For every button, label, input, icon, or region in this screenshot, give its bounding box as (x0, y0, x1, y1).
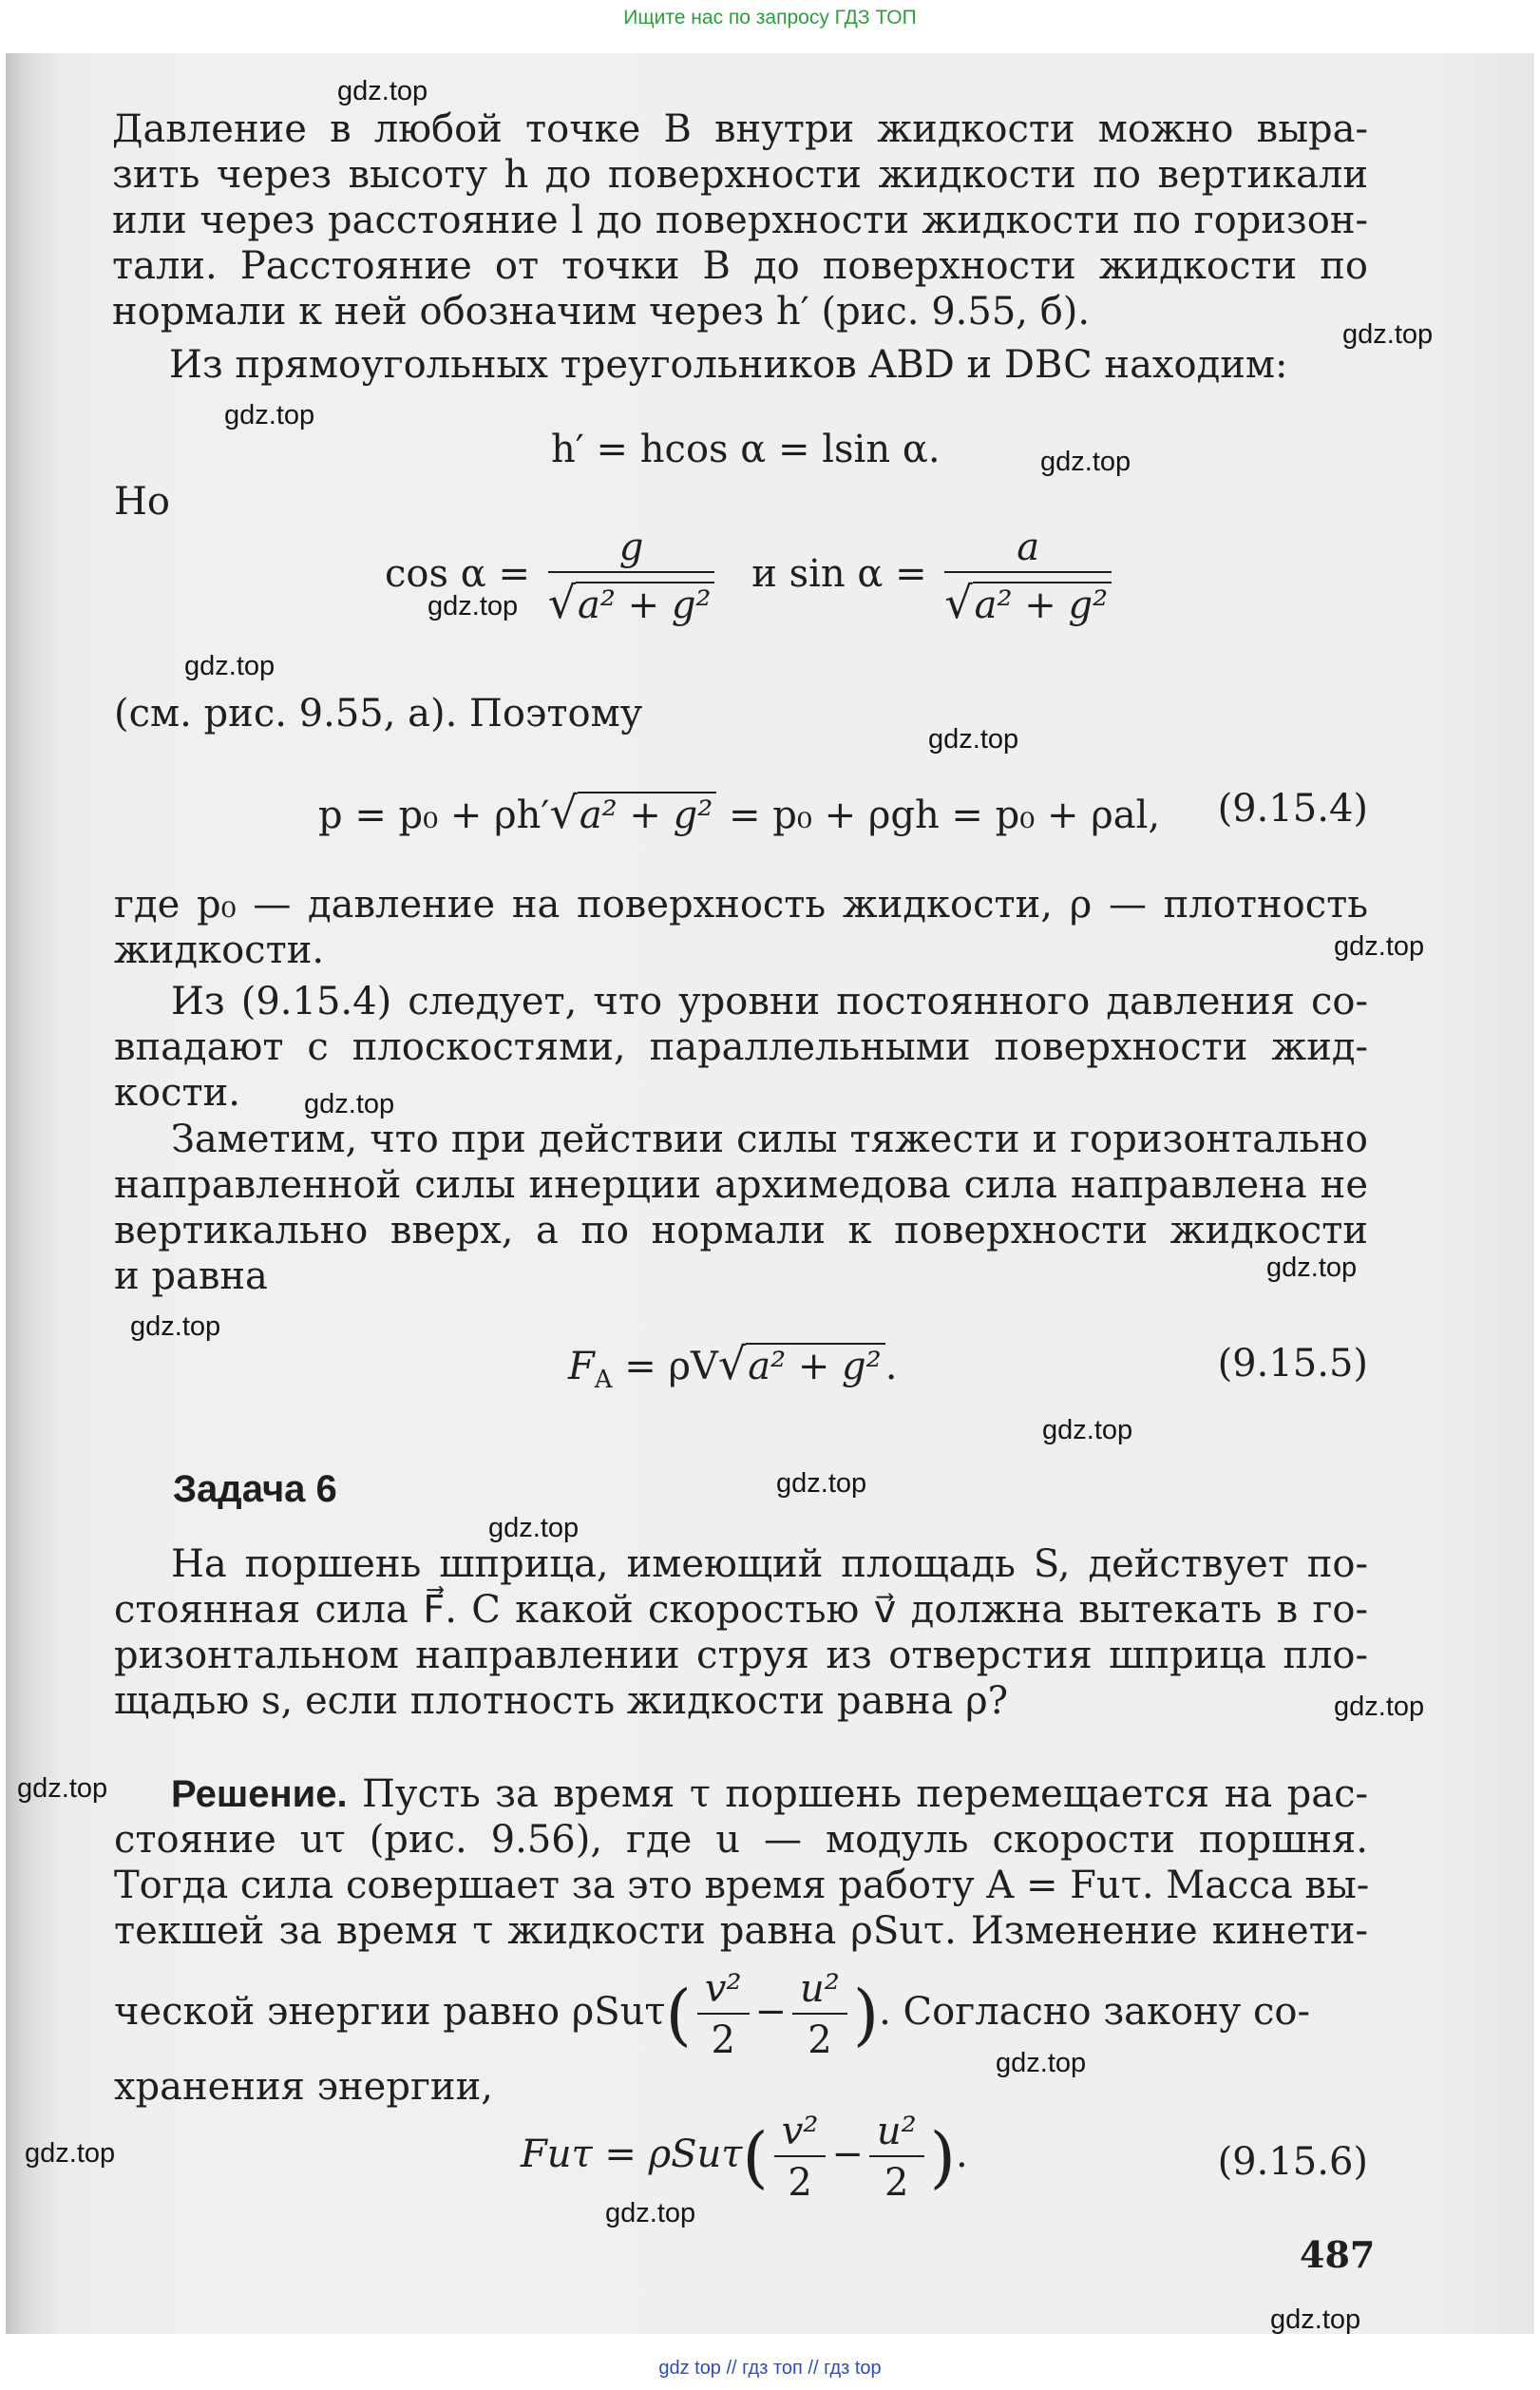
text-line: текшей за время τ жидкости равна ρSuτ. Изменение кинети- (114, 1909, 1368, 1953)
eq-text: − (754, 1990, 788, 2034)
watermark: gdz.top (996, 2048, 1087, 2078)
text-line: ризонтальном направлении струя из отверстия шприца пло- (114, 1634, 1368, 1677)
numerator: u² (869, 2110, 924, 2157)
paragraph-pressure-intro (112, 106, 1368, 335)
text-line: Тогда сила совершает за это время работу A = Fuτ. Масса вы- (114, 1864, 1370, 1907)
text-line: хранения энергии, (114, 2065, 493, 2109)
equation-pressure: p = p₀ + ρh′√a² + g² = p₀ + ρgh = p₀ + ρal, (318, 787, 1161, 838)
text-line: или через расстояние l до поверхности жидкости по горизон- (112, 199, 1368, 242)
equation-h-prime: h′ = hcos α = lsin α. (551, 428, 941, 471)
equation-number: (9.15.5) (1217, 1342, 1368, 1386)
text-line: Из прямоугольных треугольников ABD и DBC находим: (169, 343, 1288, 387)
text-line: жидкости. (114, 928, 325, 972)
paragraph-p0 (114, 882, 1368, 973)
text-line: стоянная сила F⃗. С какой скоростью v⃗ должна вытекать в го- (114, 1588, 1368, 1632)
text-line: где p₀ — давление на поверхность жидкости, ρ — плотность (114, 883, 1368, 927)
denominator: √a² + g² (944, 573, 1112, 628)
radicand: a² + g² (746, 1343, 884, 1388)
fraction (548, 526, 715, 628)
eq-text: = ρV (612, 1345, 718, 1388)
equation-number: (9.15.4) (1217, 787, 1368, 831)
fraction (869, 2110, 924, 2205)
denominator: 2 (884, 2161, 909, 2205)
text-line: Заметим, что при действии силы тяжести и горизонтально (171, 1118, 1368, 1161)
fraction (697, 1967, 750, 2062)
fraction (944, 526, 1112, 628)
text-but: Но (114, 480, 170, 524)
watermark: gdz.top (428, 591, 519, 621)
fraction (774, 2110, 827, 2205)
text-line: кости. (114, 1071, 240, 1115)
text-line: Из (9.15.4) следует, что уровни постоянного давления со- (171, 980, 1368, 1023)
watermark: gdz.top (605, 2198, 696, 2228)
line-kinetic-energy: ческой энергии равно ρSuτ( $\frac{\text{v²}}{2}$ − $\frac{\text{u²}}{2}$ ). Согласно закону со- (114, 1967, 1310, 2062)
eq-text: F (568, 1345, 595, 1388)
equation-energy: Fuτ = ρSuτ( $\frac{\text{v²}}{2}$ − $\frac{\text{u²}}{2}$ ). (521, 2110, 968, 2205)
watermark: gdz.top (1334, 931, 1425, 962)
equation-cos-sin (385, 526, 1117, 628)
numerator: a (944, 526, 1112, 573)
watermark: gdz.top (1270, 2304, 1361, 2335)
paragraph-solution (114, 1771, 1368, 1954)
footer-links-text[interactable]: gdz top // гдз топ // гдз top (658, 2358, 882, 2379)
text-line: Давление в любой точке B внутри жидкости можно выра- (112, 107, 1368, 151)
denominator: 2 (788, 2161, 812, 2205)
watermark: gdz.top (304, 1089, 395, 1119)
page-number: 487 (1300, 2233, 1376, 2276)
paragraph-task (114, 1541, 1368, 1724)
watermark: gdz.top (184, 651, 276, 681)
numerator: g (548, 526, 715, 573)
text-line: На поршень шприца, имеющий площадь S, действует по- (171, 1542, 1368, 1586)
watermark: gdz.top (1042, 1415, 1133, 1445)
denominator: √a² + g² (548, 573, 715, 628)
solution-label: Решение. (171, 1773, 348, 1815)
text-line: щадью s, если плотность жидкости равна ρ? (114, 1679, 1009, 1723)
numerator: v² (774, 2110, 827, 2157)
text-line: вертикально вверх, а по нормали к поверхности жидкости (114, 1209, 1368, 1252)
subscript: A (594, 1366, 613, 1394)
task-heading: Задача 6 (173, 1468, 337, 1510)
paragraph-archimedes (114, 1117, 1368, 1299)
eq-text: . (884, 1345, 898, 1388)
eq-text: . Согласно закону со- (879, 1990, 1310, 2034)
watermark: gdz.top (337, 76, 428, 106)
watermark: gdz.top (488, 1513, 580, 1543)
text-line: стояние uτ (рис. 9.56), где u — модуль скорости поршня. (114, 1818, 1368, 1862)
text-line: впадают с плоскостями, параллельными поверхности жид- (114, 1025, 1368, 1069)
eq-text: = p₀ + ρgh = p₀ + ρal, (729, 793, 1161, 837)
paragraph-levels (114, 979, 1368, 1116)
paragraph-triangles (169, 342, 1309, 388)
denominator: 2 (808, 2018, 832, 2062)
site-banner-text[interactable]: Ищите нас по запросу ГДЗ ТОП (623, 7, 917, 29)
watermark: gdz.top (25, 2138, 116, 2169)
eq-text: − (831, 2132, 864, 2176)
radicand: a² + g² (973, 582, 1112, 627)
equation-archimedes: $F_A = \rho V√a^2 + g^2$ . (568, 1338, 898, 1394)
text-line: тали. Расстояние от точки B до поверхности жидкости по (112, 244, 1368, 288)
watermark: gdz.top (928, 724, 1019, 755)
equation-number: (9.15.6) (1217, 2140, 1368, 2184)
watermark: gdz.top (1342, 319, 1434, 350)
text-line: нормали к ней обозначим через h′ (рис. 9.55, б). (112, 290, 1091, 334)
eq-text: p = p₀ + ρh′ (318, 793, 550, 837)
denominator: 2 (711, 2018, 735, 2062)
radicand: a² + g² (576, 582, 714, 627)
watermark: gdz.top (1334, 1692, 1425, 1722)
text-line: и равна (114, 1254, 268, 1298)
footer-links[interactable] (0, 2347, 1540, 2390)
watermark: gdz.top (130, 1311, 221, 1342)
watermark: gdz.top (17, 1773, 108, 1804)
text-therefore: (см. рис. 9.55, а). Поэтому (114, 692, 643, 736)
watermark: gdz.top (1040, 447, 1131, 477)
fraction (792, 1967, 847, 2062)
watermark: gdz.top (1266, 1252, 1358, 1283)
watermark: gdz.top (224, 400, 315, 430)
numerator: v² (697, 1967, 750, 2015)
eq-text: ческой энергии равно ρSuτ (114, 1990, 666, 2034)
eq-text: cos α = (385, 552, 530, 596)
eq-text: . (955, 2132, 968, 2176)
radicand: a² + g² (578, 792, 716, 837)
text-line: направленной силы инерции архимедова сила направлена не (114, 1163, 1368, 1207)
text-line: зить через высоту h до поверхности жидкости по вертикали (112, 153, 1368, 197)
numerator: u² (792, 1967, 847, 2015)
text-run: Пусть за время τ поршень перемещается на рас- (347, 1772, 1368, 1816)
watermark: gdz.top (776, 1468, 867, 1499)
eq-text: Fuτ = ρSuτ (521, 2132, 743, 2176)
eq-text: и sin α = (751, 552, 927, 596)
site-banner[interactable] (0, 0, 1540, 36)
text-line (114, 1771, 1368, 1817)
